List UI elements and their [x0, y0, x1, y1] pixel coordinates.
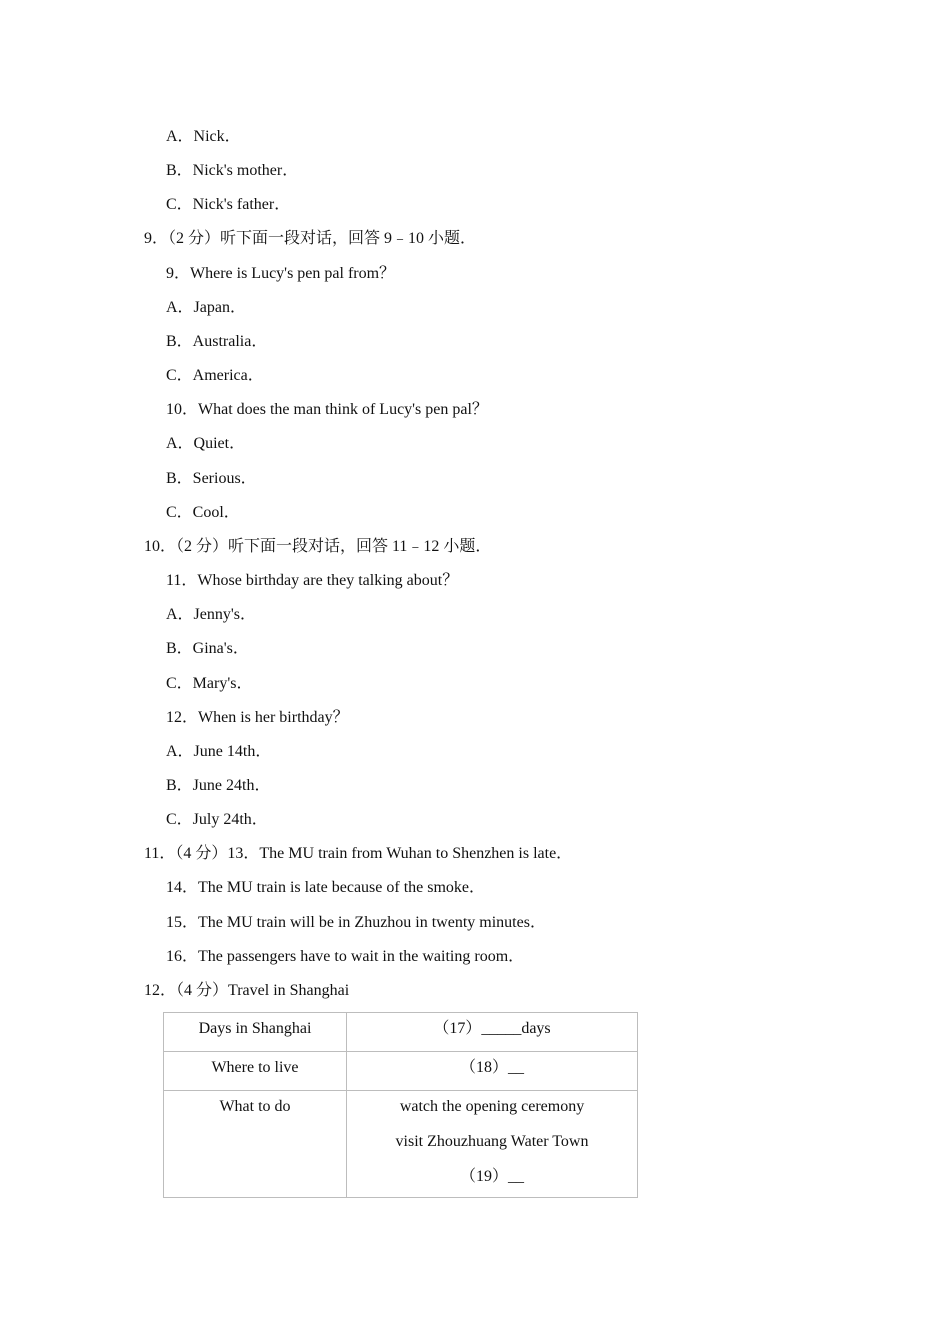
fill-blank-18: （18）__	[459, 1059, 524, 1076]
activity-item: visit Zhouzhuang Water Town	[395, 1133, 589, 1150]
question-10-header: 10．（2 分）听下面一段对话，回答 11﹣12 小题．	[144, 538, 492, 555]
sub-question-12: 12．When is her birthday？	[166, 709, 349, 726]
activity-item: watch the opening ceremony	[399, 1098, 585, 1115]
option-a-text: A．Quiet．	[166, 435, 246, 452]
table-cell-label: Where to live	[164, 1052, 347, 1091]
table-row	[164, 1091, 638, 1198]
travel-table	[163, 1012, 638, 1198]
question-11-header: 11．（4 分）13．The MU train from Wuhan to Shenzhen is late．	[144, 845, 573, 862]
option-c-text: C．Nick's father．	[166, 196, 291, 213]
table-row	[164, 1052, 638, 1091]
option-a-text: A．Jenny's．	[166, 606, 256, 623]
table-cell-label: Days in Shanghai	[164, 1013, 347, 1052]
sub-question-11: 11．Whose birthday are they talking about？	[166, 572, 459, 589]
sub-question-10: 10．What does the man think of Lucy's pen pal？	[166, 401, 488, 418]
option-b-text: B．Nick's mother．	[166, 162, 299, 179]
option-a-text: A．Nick．	[166, 128, 241, 145]
statement-15: 15．The MU train will be in Zhuzhou in twenty minutes．	[166, 914, 546, 931]
option-a-text: A．June 14th．	[166, 743, 272, 760]
fill-blank-19: （19）__	[459, 1168, 524, 1185]
option-b-text: B．Australia．	[166, 333, 268, 350]
option-c-text: C．July 24th．	[166, 811, 268, 828]
option-c-text: C．Mary's．	[166, 675, 253, 692]
table-cell-label: What to do	[164, 1091, 347, 1198]
sub-question-9: 9．Where is Lucy's pen pal from？	[166, 265, 396, 282]
statement-16: 16．The passengers have to wait in the waiting room．	[166, 948, 525, 965]
question-9-header: 9．（2 分）听下面一段对话，回答 9﹣10 小题．	[144, 230, 477, 247]
option-b-text: B．June 24th．	[166, 777, 271, 794]
option-a-text: A．Japan．	[166, 299, 246, 316]
fill-blank-17: （17）_____days	[433, 1020, 551, 1037]
option-c-text: C．America．	[166, 367, 264, 384]
question-12-header: 12．（4 分）Travel in Shanghai	[144, 982, 350, 999]
option-c-text: C．Cool．	[166, 504, 240, 521]
option-b-text: B．Serious．	[166, 470, 257, 487]
option-b-text: B．Gina's．	[166, 640, 249, 657]
table-row	[164, 1013, 638, 1052]
table-cell-value	[347, 1013, 638, 1052]
table-cell-value	[347, 1052, 638, 1091]
table-cell-value	[347, 1091, 638, 1198]
statement-14: 14．The MU train is late because of the smoke．	[166, 879, 486, 896]
